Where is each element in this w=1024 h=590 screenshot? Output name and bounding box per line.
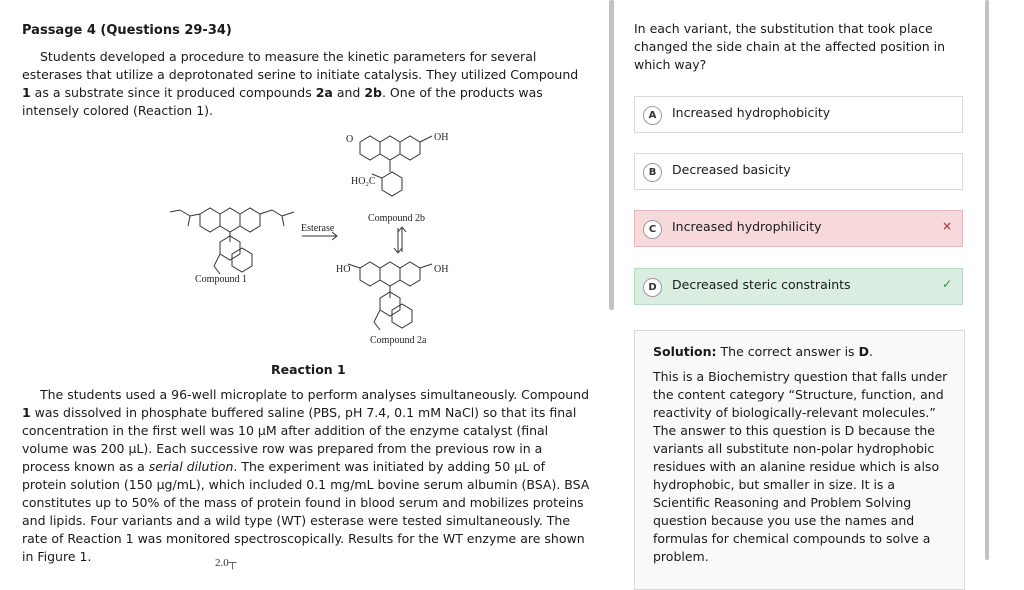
option-text-c: Increased hydrophilicity xyxy=(672,219,822,234)
incorrect-icon: × xyxy=(941,219,952,233)
option-letter-c: C xyxy=(643,220,662,239)
passage-paragraph-2 xyxy=(22,386,590,566)
reaction-diagram xyxy=(150,126,470,351)
para1-compound-ref: 1 xyxy=(22,85,31,100)
answer-option-d[interactable] xyxy=(634,268,963,305)
solution-panel xyxy=(634,330,965,590)
option-text-b: Decreased basicity xyxy=(672,162,791,177)
solution-explanation: This is a Biochemistry question that falls under the content category “Structure, function, and reactivity of biologically-relevant molecules.” The answer to this question is D because the variants all substitute non-polar hydrophobic residues with an alanine residue which is also hydrophobic, but smaller in size. It is a Scientific Reasoning and Problem Solving question because you use the names and formulas for chemical compounds to solve a problem. xyxy=(653,369,948,564)
para1-compound-ref: 2a xyxy=(315,85,333,100)
esterase-label: Esterase xyxy=(301,223,335,234)
para1-text: . One of the products was intensely colored (Reaction 1). xyxy=(22,85,543,118)
question-text: In each variant, the substitution that took place changed the side chain at the affected position in which way? xyxy=(634,21,946,72)
compound-2b-label: Compound 2b xyxy=(368,213,425,224)
ho2c-label: HO₂C xyxy=(351,176,376,187)
para1-text: and xyxy=(332,85,365,100)
answer-option-b[interactable] xyxy=(634,153,963,190)
solution-answer-letter: D xyxy=(858,344,869,359)
para2-term: serial dilution xyxy=(148,459,234,474)
figure-1-axis-tick: 2.0┬ xyxy=(215,557,237,569)
para2-text: The students used a 96-well microplate to perform analyses simultaneously. Compound xyxy=(40,387,590,402)
para1-text: Students developed a procedure to measure the kinetic parameters for several esterases that utilize a deprotonated serine to initiate catalysis. They utilized Compound xyxy=(22,49,579,82)
passage-title: Passage 4 (Questions 29-34) xyxy=(22,23,232,38)
right-pane-scrollbar[interactable] xyxy=(985,0,989,560)
para2-text: . The experiment was initiated by adding 50 µL of protein solution (150 µg/mL), which included 0.1 mg/mL bovine serum albumin (BSA). BSA constitutes up to 50% of the mass of protein found in blood serum and mobilizes proteins and lipids. Four variants and a wild type (WT) esterase were tested simultaneously. The rate of Reaction 1 was monitored spectroscopically. Results for the WT enzyme are shown in Figure 1. xyxy=(22,459,590,564)
option-letter-b: B xyxy=(643,163,662,182)
option-text-d: Decreased steric constraints xyxy=(672,277,851,292)
para1-text: as a substrate since it produced compounds xyxy=(30,85,316,100)
option-letter-d: D xyxy=(643,278,662,297)
passage-paragraph-1 xyxy=(22,48,590,120)
o-label: O xyxy=(346,134,354,145)
solution-answer-prefix: The correct answer is xyxy=(716,344,859,359)
para2-text: was dissolved in phosphate buffered saline (PBS, pH 7.4, 0.1 mM NaCl) so that its final concentration in the first well was 10 µM after addition of the enzyme catalyst (final volume was 200 µL). Each successive row was prepared from the previous row in a process known as a xyxy=(22,405,577,474)
oh-label-2a: OH xyxy=(434,264,449,275)
ho-label-2a: HO xyxy=(336,264,351,275)
option-letter-a: A xyxy=(643,106,662,125)
solution-header xyxy=(653,344,873,359)
solution-answer-suffix: . xyxy=(868,344,873,359)
compound-1-label: Compound 1 xyxy=(195,274,247,285)
answer-option-c[interactable] xyxy=(634,210,963,247)
reaction-caption: Reaction 1 xyxy=(271,362,346,377)
correct-check-icon: ✓ xyxy=(941,277,952,291)
solution-label: Solution: xyxy=(653,344,717,359)
answer-option-a[interactable] xyxy=(634,96,963,133)
oh-label-2b: OH xyxy=(434,132,449,143)
option-text-a: Increased hydrophobicity xyxy=(672,105,831,120)
para1-compound-ref: 2b xyxy=(364,85,382,100)
pane-divider-scrollbar[interactable] xyxy=(609,0,614,310)
para2-compound-ref: 1 xyxy=(22,405,31,420)
compound-2a-label: Compound 2a xyxy=(370,335,427,346)
